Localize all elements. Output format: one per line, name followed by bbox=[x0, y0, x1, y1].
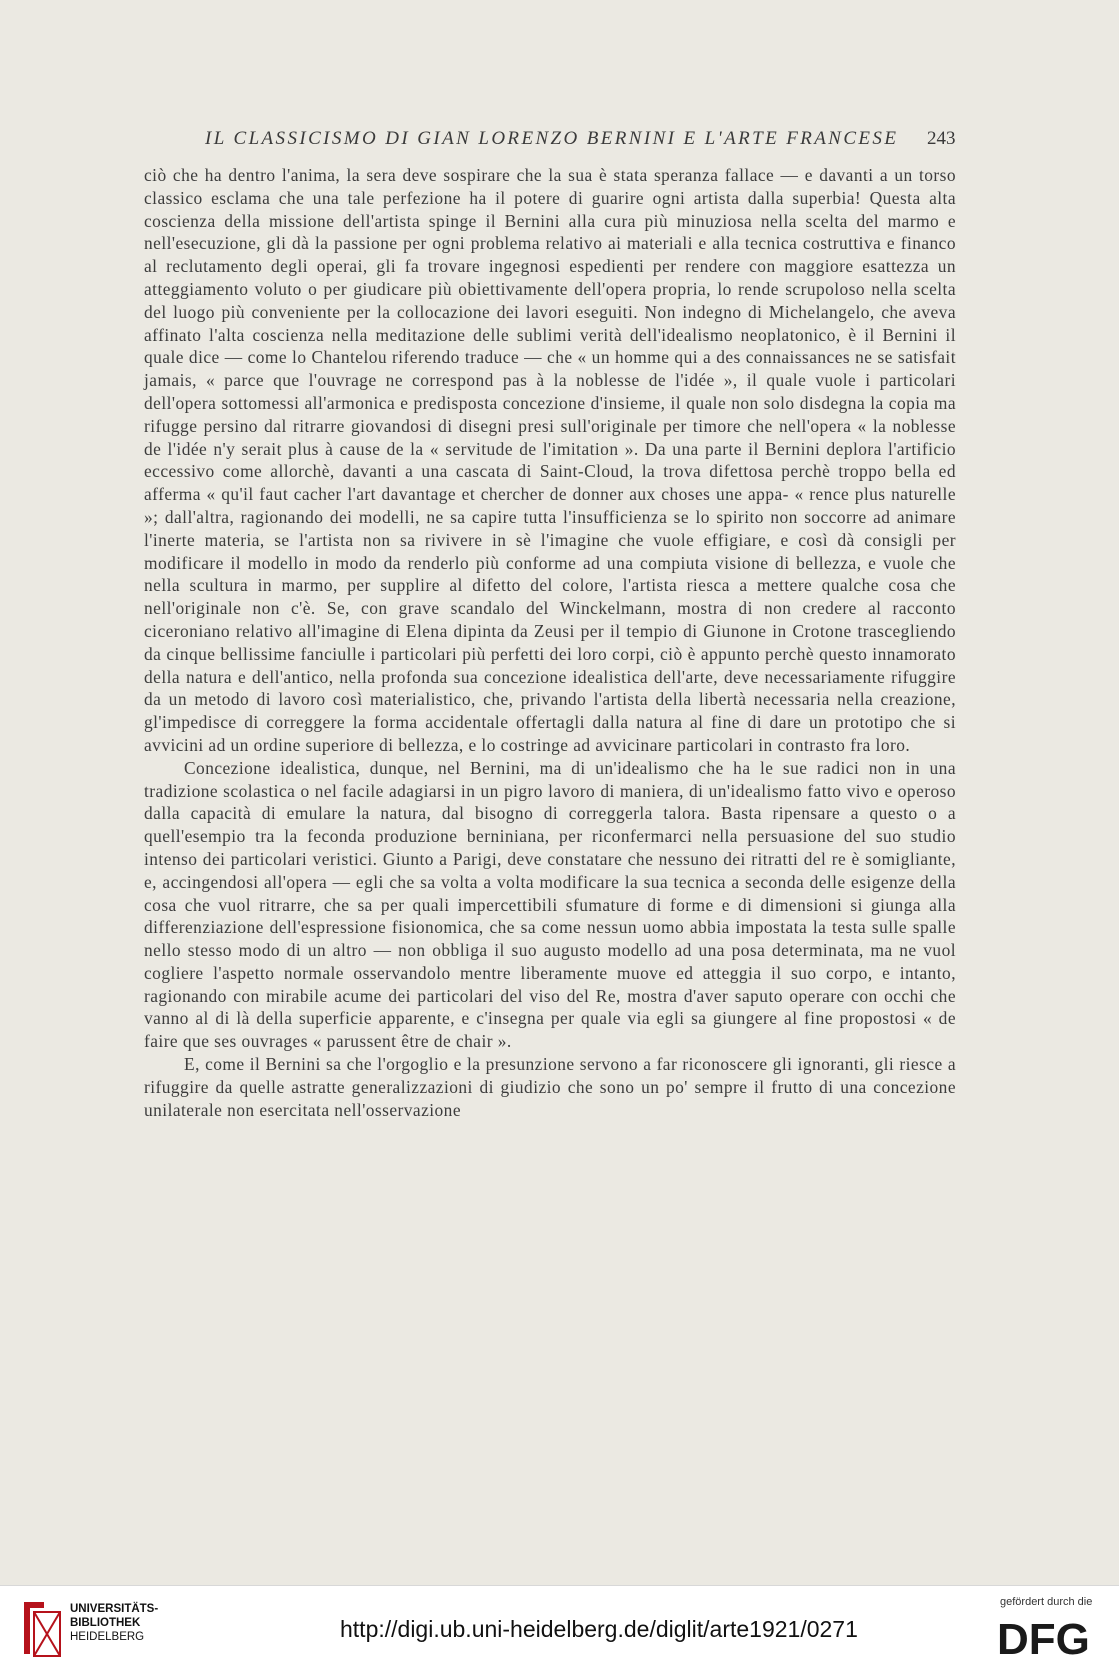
permalink-url[interactable]: http://digi.ub.uni-heidelberg.de/diglit/arte1921/0271 bbox=[340, 1616, 858, 1642]
dfg-logo-text: DFG bbox=[997, 1615, 1090, 1660]
page-number: 243 bbox=[927, 128, 956, 149]
funding-label: gefördert durch die bbox=[1000, 1596, 1093, 1608]
library-name-line: BIBLIOTHEK bbox=[70, 1617, 141, 1629]
library-name-line: HEIDELBERG bbox=[70, 1631, 145, 1643]
dfg-logo-icon bbox=[995, 1614, 1099, 1660]
library-name bbox=[70, 1602, 158, 1644]
paragraph: E, come il Bernini sa che l'orgoglio e la presunzione servono a far riconoscere gli ignoranti, gli riesce a rifuggire da quelle astratte generalizzazioni di giudizio che sono un po' sempre il frutto di una concezione unilaterale non esercitata nell'osservazione bbox=[144, 1054, 956, 1120]
library-name-line: UNIVERSITÄTS- bbox=[70, 1603, 159, 1615]
university-library-logo-icon bbox=[20, 1598, 64, 1660]
paragraph: ciò che ha dentro l'anima, la sera deve sospirare che la sua è stata speranza fallace — e davanti a un torso classico esclama che una tale perfezione ha il potere di guarire ogni artista dalla superbia! Questa alta coscienza della missione dell'artista spinge il Bernini alla cura più minuziosa nella scelta del marmo e nell'esecuzione, gli dà la passione per ogni problema relativo ai materiali e alla tecnica costruttiva e financo al reclutamento degli operai, gli fa trovare ingegnosi espedienti per rendere con maggiore esattezza un atteggiamento voluto o per giudicare più obiettivamente dell'opera propria, lo rende scrupoloso nella scelta del luogo più conveniente per la collocazione dei lavori eseguiti. Non indegno di Michelangelo, che aveva affinato l'alta coscienza nella meditazione delle sublimi verità dell'idealismo neoplatonico, è il Bernini il quale dice — come lo Chantelou riferendo traduce — che « un homme qui a des connaissances ne se satisfait jamais, « parce que l'ouvrage ne correspond pas à la noblesse de l'idée », il quale vuole i particolari dell'opera sottomessi all'armonica e predisposta concezione d'insieme, il quale non solo disdegna la copia ma rifugge persino dal ritrarre giovandosi di disegni presi sull'originale per timore che nell'opera « la noblesse de l'idée n'y serait plus à cause de la « servitude de l'imitation ». Da una parte il Bernini deplora l'artificio eccessivo come allorchè, davanti a una cascata di Saint-Cloud, la trova difettosa perchè troppo bella ed afferma « qu'il faut cacher l'art davantage et chercher de donner aux choses une appa- « rence plus naturelle »; dall'altra, ragionando dei modelli, ne sa capire tutta l'insufficienza se lo spirito non soccorre ad animare l'inerte materia, se l'artista non sa rivivere in sè l'imagine che vuole effigiare, e così dà consigli per modificare il modello in modo da renderlo più conforme ad una compiuta visione di bellezza, e vuole che nella scultura in marmo, per supplire al difetto del colore, l'artista riesca a mettere qualche cosa che nell'originale non c'è. Se, con grave scandalo del Winckelmann, mostra di non credere al racconto ciceroniano relativo all'imagine di Elena dipinta da Zeusi per il tempio di Giunone in Crotone trascegliendo da cinque bellissime fanciulle i particolari più perfetti dei loro corpi, ciò è appunto perchè questo innamorato della natura e dell'antico, nella profonda sua concezione idealistica dell'arte, deve necessariamente rifuggire da un metodo di lavoro così materialistico, che, privando l'artista della libertà necessaria nella creazione, gl'impedisce di correggere la forma accidentale offertagli dalla natura al fine di dare un prototipo che si avvicini ad un ordine superiore di bellezza, e lo costringe ad avvicinare particolari in contrasto fra loro. bbox=[144, 165, 956, 755]
viewer-footer bbox=[0, 1585, 1119, 1674]
running-title: IL CLASSICISMO DI GIAN LORENZO BERNINI E L'ARTE FRANCESE bbox=[205, 128, 899, 149]
body-text bbox=[144, 164, 956, 1121]
paragraph: Concezione idealistica, dunque, nel Bernini, ma di un'idealismo che ha le sue radici non in una tradizione scolastica o nel facile adagiarsi in un pigro lavoro di maniera, di un'idealismo fatto vivo e operoso dalla capacità di emulare la natura, dal bisogno di correggerla talora. Basta ripensare a questo o a quell'esempio tra la feconda produzione berniniana, per riconfermarci nella persuasione del suo studio intenso dei particolari veristici. Giunto a Parigi, deve constatare che nessuno dei ritratti del re è somigliante, e, accingendosi all'opera — egli che sa volta a volta modificare la sua tecnica a seconda delle esigenze della cosa che vuol ritrarre, che sa per quali impercettibili sfumature di forme e di dimensioni si giunga alla differenziazione dell'espressione fisionomica, che sa come nessun uomo abbia impostata la testa sulle spalle nello stesso modo di un altro — non obbliga il suo augusto modello ad una posa determinata, ma ne vuol cogliere l'aspetto normale osservandolo mentre liberamente muove ed atteggia il suo corpo, e intanto, ragionando con mirabile acume dei particolari del viso del Re, mostra d'aver saputo operare con occhi che vanno al di là della superficie apparente, e c'insegna per quale via egli sa giungere al fine propostosi « de faire que ses ouvrages « parussent être de chair ». bbox=[144, 757, 956, 1052]
